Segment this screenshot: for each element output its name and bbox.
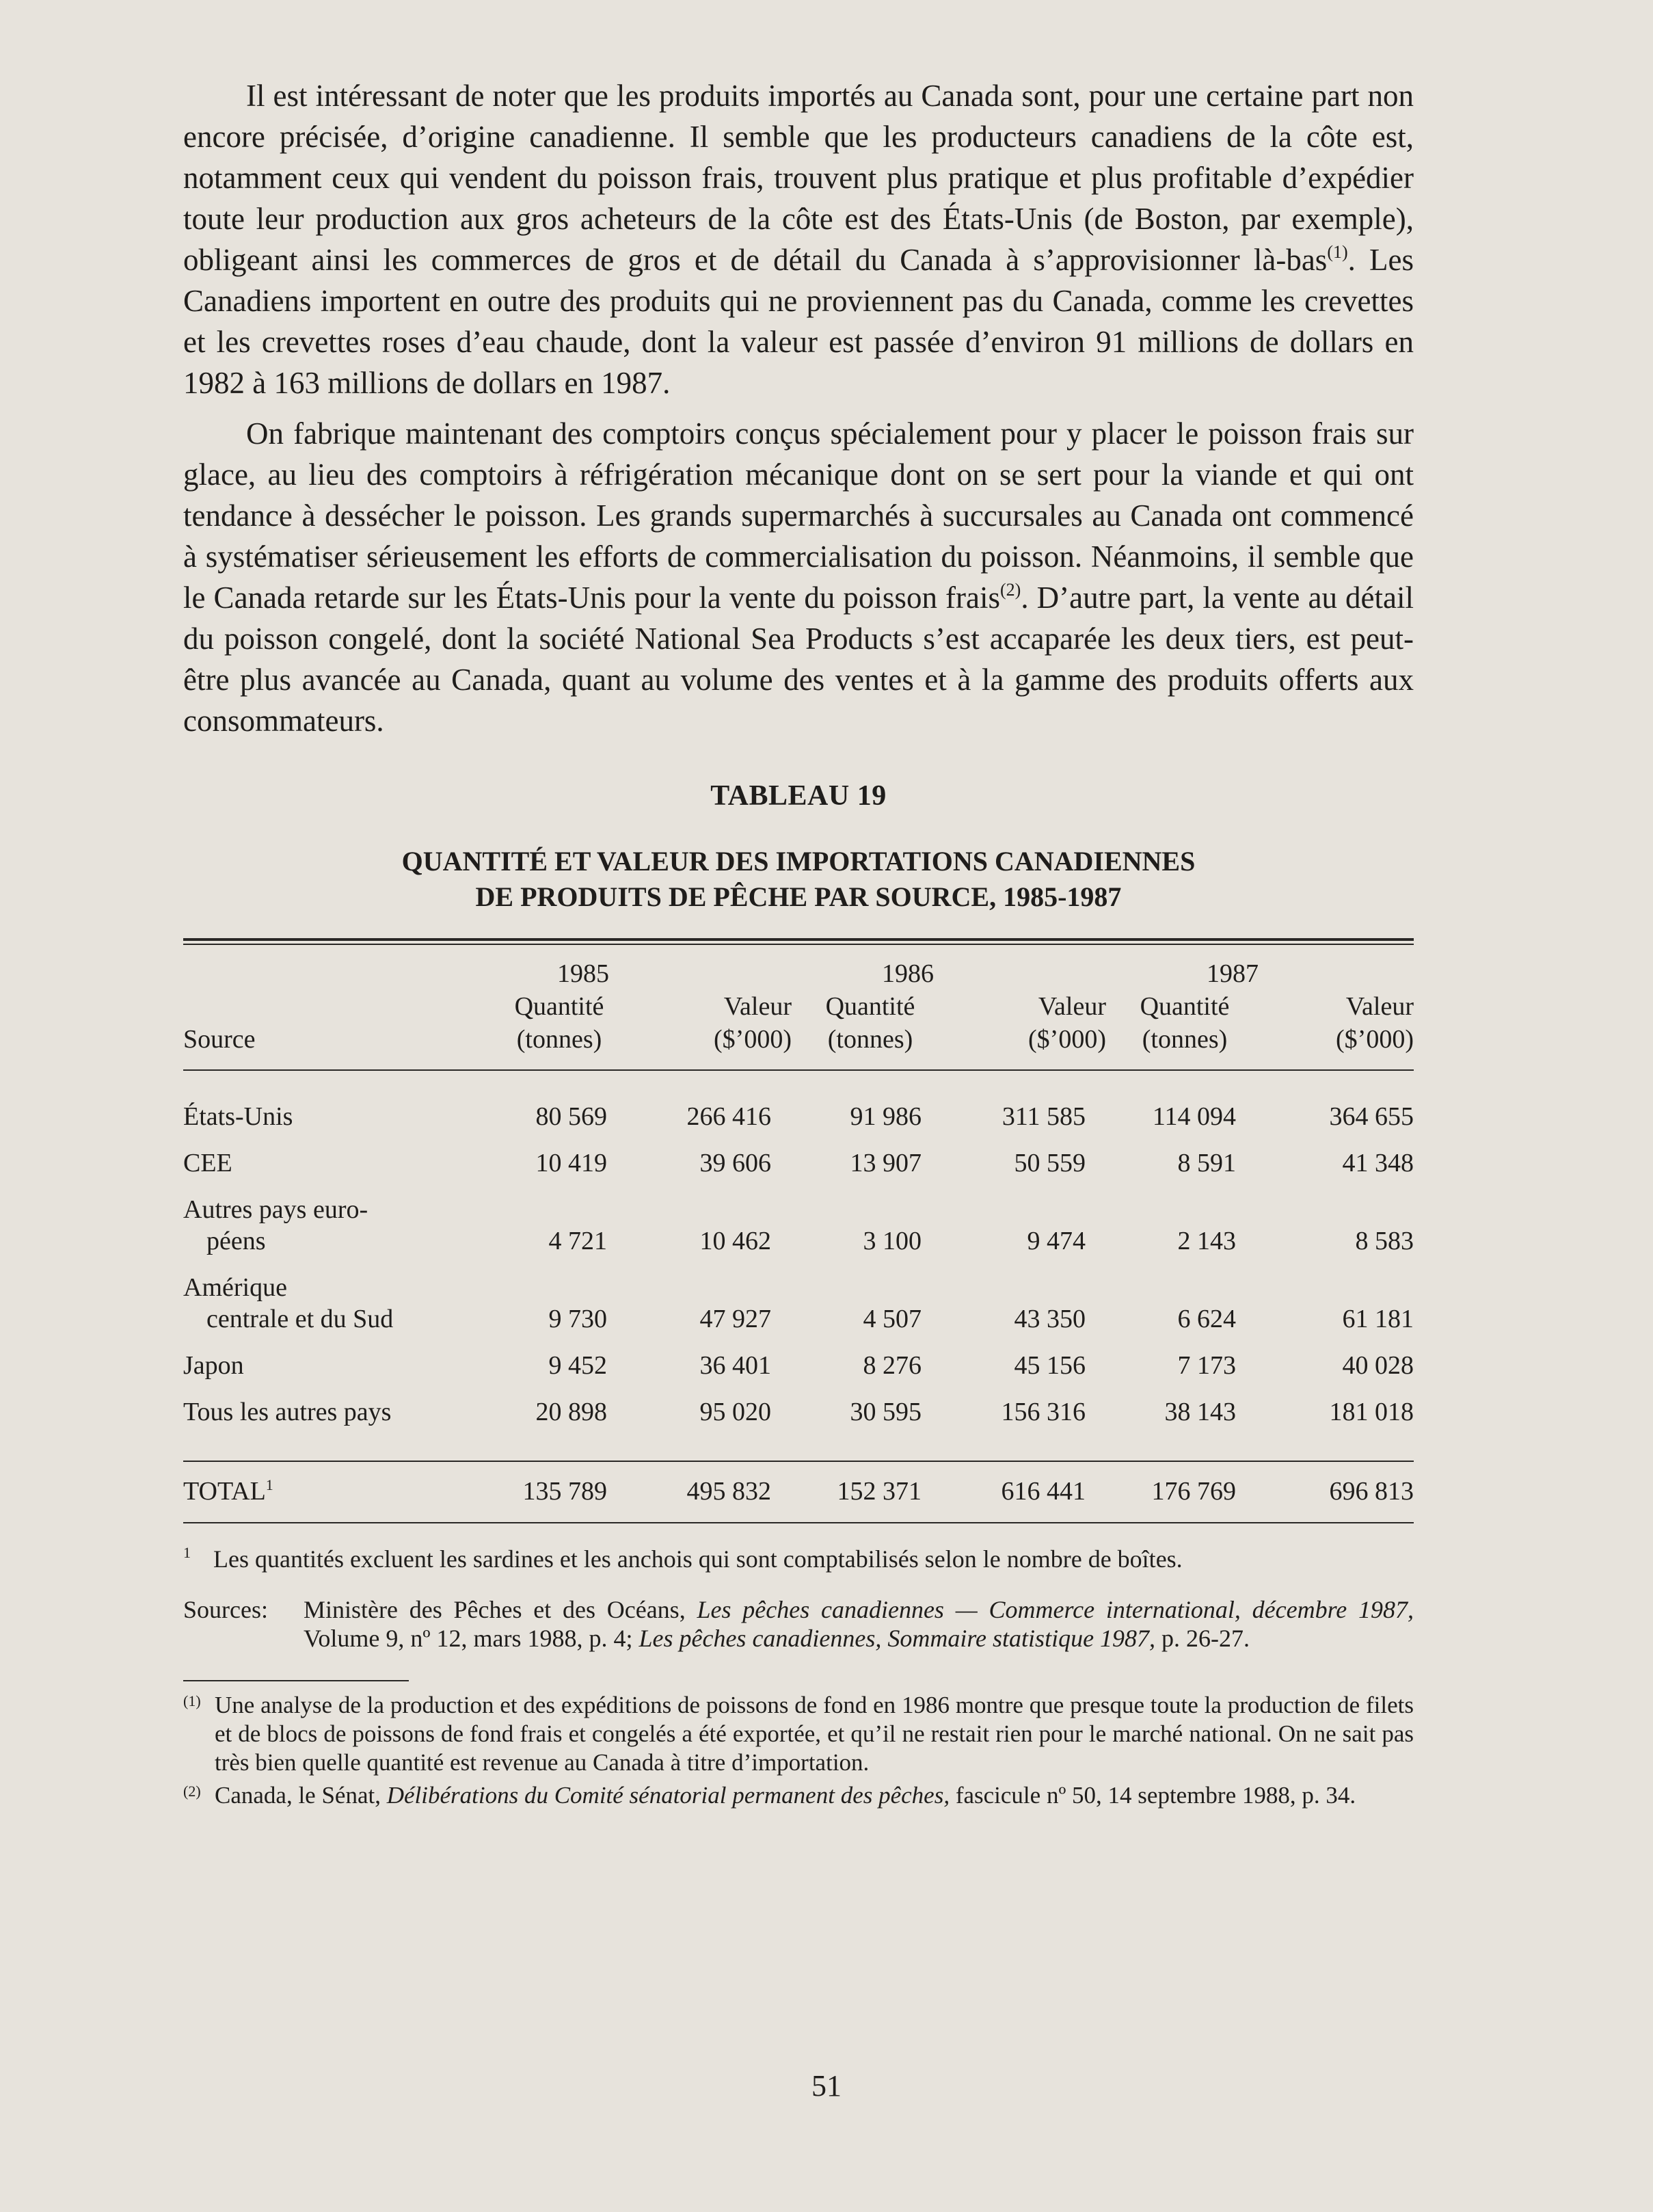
sources-part: Volume 9, nº 12, mars 1988, p. 4; <box>304 1625 633 1652</box>
cell: 9 474 <box>1027 1227 1086 1255</box>
cell: 495 832 <box>686 1477 771 1506</box>
cell: 91 986 <box>850 1102 922 1131</box>
source-header: Source <box>183 1025 256 1054</box>
header-row-1 <box>183 990 1414 1023</box>
value-header: Valeur <box>723 992 792 1021</box>
sources-label: Sources: <box>183 1596 268 1623</box>
quantity-header: Quantité <box>1140 992 1230 1021</box>
cell: 364 655 <box>1329 1102 1414 1131</box>
cell: 43 350 <box>1014 1305 1086 1333</box>
cell: 47 927 <box>699 1305 771 1333</box>
cell: 266 416 <box>686 1102 771 1131</box>
cell: 311 585 <box>1002 1102 1086 1131</box>
cell: 616 441 <box>1001 1477 1086 1506</box>
table-label: TABLEAU 19 <box>710 780 887 812</box>
cell: 6 624 <box>1177 1305 1236 1333</box>
footnote-marker: (2) <box>183 1783 201 1800</box>
table-row <box>183 1257 1414 1335</box>
page-number: 51 <box>811 2069 842 2103</box>
row-source-line: Amérique <box>183 1273 287 1302</box>
row-source <box>183 1179 484 1257</box>
paragraph-counters <box>183 413 1414 741</box>
paragraph-imports <box>183 75 1414 403</box>
footnote-reference: (2) <box>999 580 1021 600</box>
total-row <box>183 1462 1414 1507</box>
table-row <box>183 1071 1414 1132</box>
value-header: Valeur <box>1345 992 1414 1021</box>
paragraph-text: . D’autre part, la vente au détail du poisson congelé, dont la société National Sea Products s’est accaparée les deux tiers, est peut-être plus avancée au Canada, quant au volume des ventes et à la gamme des produits offerts aux consommateurs. <box>183 581 1414 738</box>
row-source: CEE <box>183 1149 232 1177</box>
cell: 3 100 <box>863 1227 922 1255</box>
footnote-text: Une analyse de la production et des expéditions de poissons de fond en 1986 montre que presque toute la production de filets et de blocs de poissons de fond frais et congelés a été exportée, et qu’il ne restait rien pour le marché national. On ne sait pas très bien quelle quantité est revenue au Canada à titre d’importation. <box>215 1692 1414 1776</box>
row-source <box>183 1257 484 1335</box>
footnote-reference: 1 <box>183 1544 191 1561</box>
total-rule-bottom <box>183 1522 1414 1523</box>
imports-table <box>183 957 1414 1523</box>
paragraph-text: On fabrique maintenant des comptoirs conçus spécialement pour y placer le poisson frais sur glace, au lieu des comptoirs à réfrigération mécanique dont on se sert pour la viande et qui ont tendance à dessécher le poisson. Les grands supermarchés à succursales au Canada ont commencé à systématiser sérieusement les efforts de commercialisation du poisson. Néanmoins, il semble que le Canada retarde sur les États-Unis pour la vente du poisson frais <box>183 416 1414 615</box>
cell: 181 018 <box>1329 1398 1414 1426</box>
value-header: Valeur <box>1038 992 1106 1021</box>
cell: 156 316 <box>1001 1398 1086 1426</box>
cell: 4 507 <box>863 1305 922 1333</box>
sources-part: Les pêches canadiennes — Commerce international, décembre 1987, <box>697 1596 1414 1623</box>
footnote-2 <box>183 1781 1414 1810</box>
cell: 8 591 <box>1177 1149 1236 1177</box>
quantity-header: Quantité <box>825 992 915 1021</box>
value-unit: ($’000) <box>714 1025 792 1054</box>
value-unit: ($’000) <box>1028 1025 1106 1054</box>
cell: 10 419 <box>535 1149 607 1177</box>
table-row <box>183 1132 1414 1179</box>
cell: 80 569 <box>535 1102 607 1131</box>
table-sources <box>183 1595 1414 1653</box>
row-source: États-Unis <box>183 1102 293 1131</box>
row-source: Tous les autres pays <box>183 1398 392 1426</box>
cell: 38 143 <box>1164 1398 1236 1426</box>
header-row-years <box>183 957 1414 990</box>
cell: 9 452 <box>548 1351 607 1380</box>
footnote-marker: (1) <box>183 1692 201 1709</box>
sources-part: Les pêches canadiennes, Sommaire statistique 1987, <box>639 1625 1156 1652</box>
cell: 13 907 <box>850 1149 922 1177</box>
cell: 135 789 <box>522 1477 607 1506</box>
value-unit: ($’000) <box>1336 1025 1414 1054</box>
year-header: 1986 <box>882 959 934 988</box>
table-title-line: QUANTITÉ ET VALEUR DES IMPORTATIONS CANADIENNES <box>401 846 1196 877</box>
cell: 41 348 <box>1342 1149 1414 1177</box>
table-footnote <box>183 1537 1414 1575</box>
page-content <box>183 75 1414 1810</box>
sources-part: Ministère des Pêches et des Océans, <box>304 1596 686 1623</box>
table-top-rule <box>183 938 1414 945</box>
cell: 39 606 <box>699 1149 771 1177</box>
cell: 95 020 <box>699 1398 771 1426</box>
cell: 36 401 <box>699 1351 771 1380</box>
sources-part: p. 26-27. <box>1161 1625 1250 1652</box>
cell: 30 595 <box>850 1398 922 1426</box>
cell: 40 028 <box>1342 1351 1414 1380</box>
footnote-part: fascicule nº 50, 14 septembre 1988, p. 34. <box>955 1782 1356 1809</box>
paragraph-text: Il est intéressant de noter que les produits importés au Canada sont, pour une certaine part non encore précisée, d’origine canadienne. Il semble que les producteurs canadiens de la côte est, notamment ceux qui vendent du poisson frais, trouvent plus pratique et plus profitable d’expédier toute leur production aux gros acheteurs de la côte est des États-Unis (de Boston, par exemple), obligeant ainsi les commerces de gros et de détail du Canada à s’approvisionner là-bas <box>183 79 1414 277</box>
cell: 114 094 <box>1152 1102 1236 1131</box>
total-label <box>183 1462 484 1507</box>
quantity-unit: (tonnes) <box>516 1025 602 1054</box>
quantity-unit: (tonnes) <box>827 1025 913 1054</box>
header-row-2 <box>183 1023 1414 1056</box>
cell: 152 371 <box>837 1477 922 1506</box>
quantity-unit: (tonnes) <box>1142 1025 1228 1054</box>
quantity-header: Quantité <box>514 992 604 1021</box>
cell: 10 462 <box>699 1227 771 1255</box>
footnote-part: Canada, le Sénat, <box>215 1782 381 1809</box>
cell: 696 813 <box>1329 1477 1414 1506</box>
footnote-text <box>215 1781 1414 1810</box>
cell: 8 276 <box>863 1351 922 1380</box>
cell: 9 730 <box>548 1305 607 1333</box>
table-row <box>183 1335 1414 1381</box>
footnote-reference: 1 <box>265 1476 273 1493</box>
row-source-line: centrale et du Sud <box>206 1305 394 1333</box>
cell: 61 181 <box>1342 1305 1414 1333</box>
sources-text <box>304 1595 1414 1653</box>
paragraph-text: . Les Canadiens importent en outre des produits qui ne proviennent pas du Canada, comme les crevettes et les crevettes roses d’eau chaude, dont la valeur est passée d’environ 91 millions de dollars en 1982 à 163 millions de dollars en 1987. <box>183 243 1414 400</box>
footnote-1 <box>183 1691 1414 1777</box>
row-source: Japon <box>183 1351 244 1380</box>
row-source-line: Autres pays euro- <box>183 1195 368 1224</box>
footnote-text: Les quantités excluent les sardines et les anchois qui sont comptabilisés selon le nombre de boîtes. <box>213 1545 1183 1573</box>
table-title-line: DE PRODUITS DE PÊCHE PAR SOURCE, 1985-1987 <box>475 881 1122 912</box>
year-header: 1985 <box>557 959 609 988</box>
table-title <box>183 844 1414 915</box>
footnote-part: Délibérations du Comité sénatorial permanent des pêches, <box>386 1782 950 1809</box>
row-source-line: péens <box>206 1227 266 1255</box>
footnote-reference: (1) <box>1327 242 1348 262</box>
cell: 8 583 <box>1355 1227 1414 1255</box>
cell: 176 769 <box>1151 1477 1236 1506</box>
table-row <box>183 1381 1414 1428</box>
cell: 50 559 <box>1014 1149 1086 1177</box>
total-label-text: TOTAL <box>183 1477 266 1506</box>
table-row <box>183 1179 1414 1257</box>
cell: 4 721 <box>548 1227 607 1255</box>
cell: 45 156 <box>1014 1351 1086 1380</box>
footnote-separator <box>183 1680 409 1681</box>
cell: 2 143 <box>1177 1227 1236 1255</box>
year-header: 1987 <box>1207 959 1259 988</box>
cell: 20 898 <box>535 1398 607 1426</box>
cell: 7 173 <box>1177 1351 1236 1380</box>
